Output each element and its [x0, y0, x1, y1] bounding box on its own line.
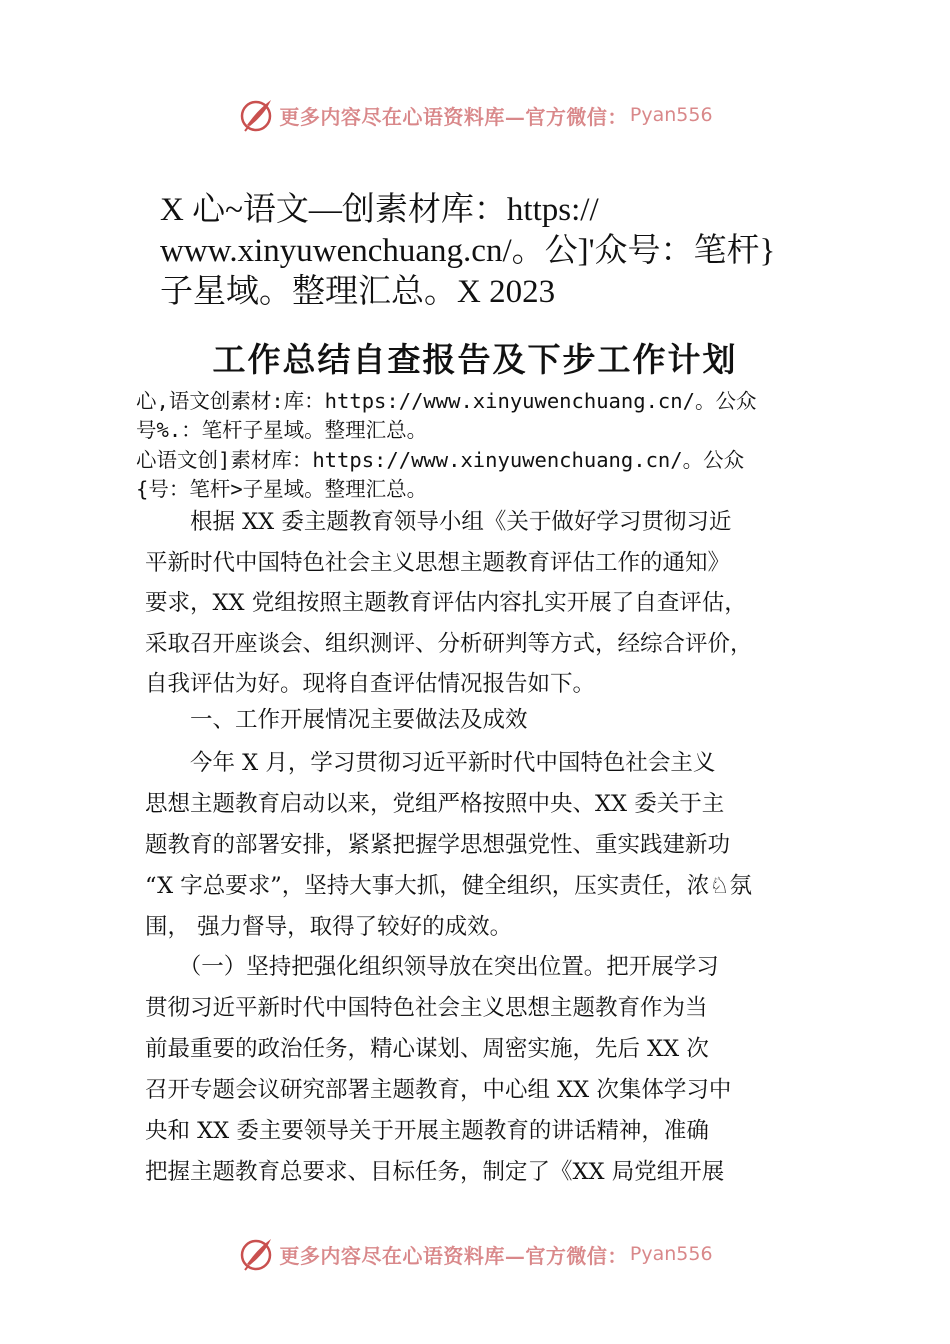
text-line: 题教育的部署安排，紧紧把握学思想强党性、重实践建新功 [145, 832, 731, 858]
header-banner [0, 93, 950, 137]
text-line: 召开专题会议研究部署主题教育，中心组 XX 次集体学习中 [145, 1077, 732, 1103]
banner-wechat-id: Pyan556 [629, 104, 713, 126]
source-line: 心语文创]素材库：https://www.xinyuwenchuang.cn/。公众 [136, 448, 745, 472]
paragraph-intro [145, 502, 825, 705]
text-line: 平新时代中国特色社会主义思想主题教育评估工作的通知》 [145, 549, 731, 576]
text-line: 采取召开座谈会、组织测评、分析研判等方式，经综合评价， [145, 630, 753, 657]
text-line: “X 字总要求”，坚持大事大抓，健全组织，压实责任，浓♘氛 [145, 873, 752, 899]
source-note-1 [136, 387, 856, 445]
quill-logo-icon [237, 1234, 277, 1274]
banner-text: 更多内容尽在心语资料库—官方微信： [279, 104, 628, 129]
header-line: www.xinyuwenchuang.cn/。公]'众号：笔杆} [160, 233, 776, 269]
section-heading [145, 700, 825, 740]
text-line: 围， 强力督导，取得了较好的成效。 [145, 914, 513, 940]
banner-wechat-id: Pyan556 [629, 1243, 713, 1265]
text-line: 前最重要的政治任务，精心谋划、周密实施，先后 XX 次 [145, 1036, 709, 1062]
text-line: （一）坚持把强化组织领导放在突出位置。把开展学习 [145, 954, 719, 980]
source-line: 号%.：笔杆子星域。整理汇总。 [136, 418, 428, 442]
text-line: 自我评估为好。现将自查评估情况报告如下。 [145, 671, 596, 697]
text-line: 今年 X 月，学习贯彻习近平新时代中国特色社会主义 [145, 750, 716, 776]
footer-banner [0, 1232, 950, 1276]
header-source-block [160, 190, 840, 313]
paragraph-leadership [145, 947, 825, 1193]
text-line: 央和 XX 委主要领导关于开展主题教育的讲话精神，准确 [145, 1118, 709, 1144]
paragraph-progress [145, 743, 825, 948]
source-line: {号：笔杆>子星域。整理汇总。 [136, 477, 428, 501]
text-line: 根据 XX 委主题教育领导小组《关于做好学习贯彻习近 [145, 509, 732, 535]
text-line: 一、工作开展情况主要做法及成效 [145, 707, 528, 733]
source-line: 心,语文创素材:库：https://www.xinyuwenchuang.cn/。公众 [136, 389, 757, 413]
text-line: 思想主题教育启动以来，党组严格按照中央、XX 委关于主 [145, 791, 725, 817]
text-line: 把握主题教育总要求、目标任务，制定了《XX 局党组开展 [145, 1159, 725, 1185]
header-line: 子星域。整理汇总。X 2023 [160, 274, 556, 310]
text-line: 要求，XX 党组按照主题教育评估内容扎实开展了自查评估， [145, 590, 747, 616]
document-title: 工作总结自查报告及下步工作计划 [212, 340, 738, 379]
source-note-2 [136, 446, 856, 504]
header-line: X 心~语文—创素材库：https:// [160, 192, 599, 228]
banner-text: 更多内容尽在心语资料库—官方微信： [279, 1243, 628, 1268]
text-line: 贯彻习近平新时代中国特色社会主义思想主题教育作为当 [145, 995, 708, 1021]
quill-logo-icon [237, 95, 277, 135]
